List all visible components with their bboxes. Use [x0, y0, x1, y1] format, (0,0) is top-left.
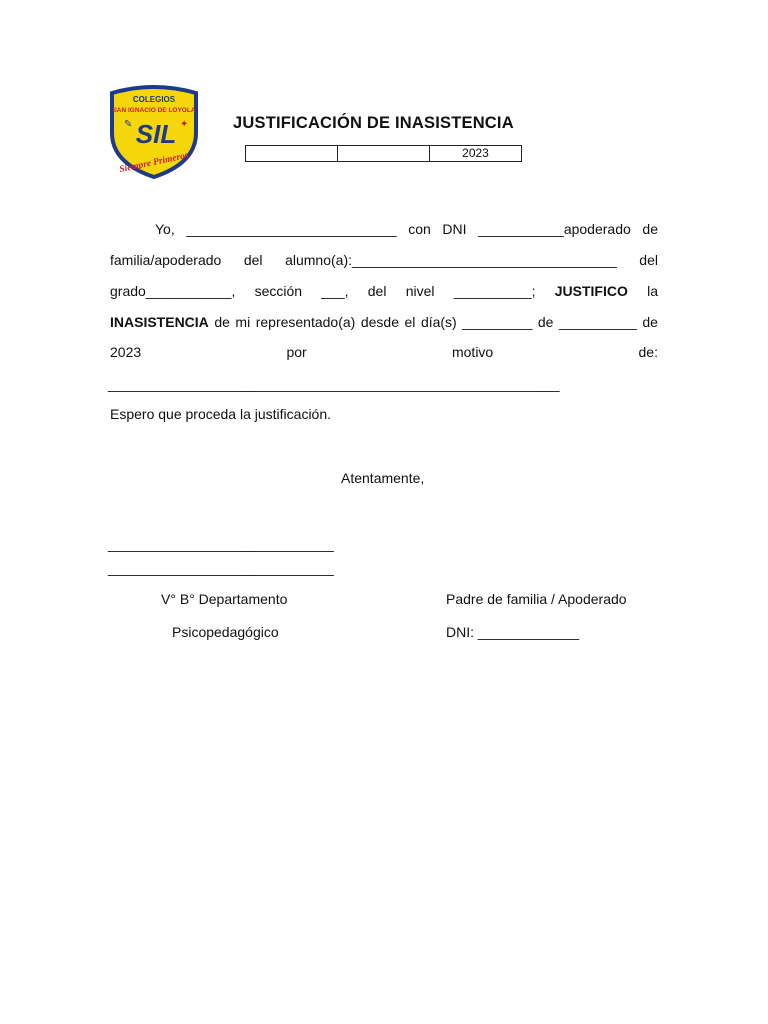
name-blank[interactable]: ___________________________ — [186, 221, 397, 237]
signature-left-label-1: V° B° Departamento — [161, 591, 288, 607]
logo-top-text: COLEGIOS — [132, 95, 176, 104]
level-blank[interactable]: __________; — [453, 283, 536, 299]
text-word: Yo, — [155, 221, 175, 237]
text-word: de: — [638, 344, 658, 360]
section-blank[interactable]: ___, — [321, 283, 349, 299]
text-word: DNI — [442, 221, 467, 237]
text-word: representado(a) — [255, 314, 356, 330]
text-word: día(s) — [420, 314, 457, 330]
paragraph-line-5 — [110, 344, 658, 360]
days-blank[interactable]: _________ — [462, 314, 533, 330]
logo-school-name: SAN IGNACIO DE LOYOLA — [112, 107, 196, 114]
text-word: de — [642, 221, 658, 237]
text-word: del — [243, 252, 263, 268]
reason-blank[interactable]: __________________________________________________________ — [108, 376, 560, 392]
student-blank[interactable]: alumno(a):__________________________________ — [285, 252, 617, 268]
text-word: mi — [235, 314, 251, 330]
text-word: con — [408, 221, 431, 237]
paragraph-line-2 — [110, 252, 658, 268]
text-word: por — [286, 344, 307, 360]
text-word: sección — [254, 283, 303, 299]
paragraph-line-3 — [110, 283, 658, 299]
paragraph-line-1 — [110, 221, 658, 237]
text-word: desde — [360, 314, 399, 330]
text-word: familia/apoderado — [110, 252, 222, 268]
school-logo — [108, 83, 200, 179]
text-word: de — [642, 314, 658, 330]
signature-right-dni[interactable]: DNI: _____________ — [446, 624, 580, 640]
grade-blank[interactable]: grado___________, — [110, 283, 236, 299]
signature-right-label-1: Padre de familia / Apoderado — [446, 591, 627, 607]
star-icon: ✦ — [180, 119, 189, 130]
date-table — [245, 145, 522, 162]
paragraph-line-4 — [110, 314, 658, 330]
text-word: la — [647, 283, 658, 299]
closing-salutation: Atentamente, — [341, 470, 425, 486]
text-word: de — [537, 314, 554, 330]
text-word: del — [367, 283, 387, 299]
justifico-word: JUSTIFICO — [554, 283, 628, 299]
text-word: del — [639, 252, 658, 268]
inasistencia-word: INASISTENCIA — [110, 314, 209, 330]
date-year-cell[interactable]: 2023 — [430, 146, 522, 162]
closing-sentence: Espero que proceda la justificación. — [110, 406, 332, 422]
text-word: 2023 — [110, 344, 142, 360]
signature-line-2[interactable]: _____________________________ — [108, 560, 334, 576]
book-icon: ✎ — [124, 119, 133, 130]
text-word: el — [404, 314, 416, 330]
school-crest-icon — [108, 83, 200, 179]
logo-monogram: SIL — [135, 119, 177, 149]
text-word: de — [214, 314, 230, 330]
text-word: nivel — [405, 283, 435, 299]
month-blank[interactable]: __________ — [558, 314, 637, 330]
signature-left-label-2: Psicopedagógico — [172, 624, 279, 640]
logo-motto: Siempre Primeros — [118, 150, 190, 176]
document-title: JUSTIFICACIÓN DE INASISTENCIA — [233, 114, 514, 132]
text-word: motivo — [451, 344, 494, 360]
date-month-cell[interactable] — [338, 146, 430, 162]
signature-line-1[interactable]: _____________________________ — [108, 536, 334, 552]
dni-blank[interactable]: ___________apoderado — [478, 221, 631, 237]
date-day-cell[interactable] — [246, 146, 338, 162]
